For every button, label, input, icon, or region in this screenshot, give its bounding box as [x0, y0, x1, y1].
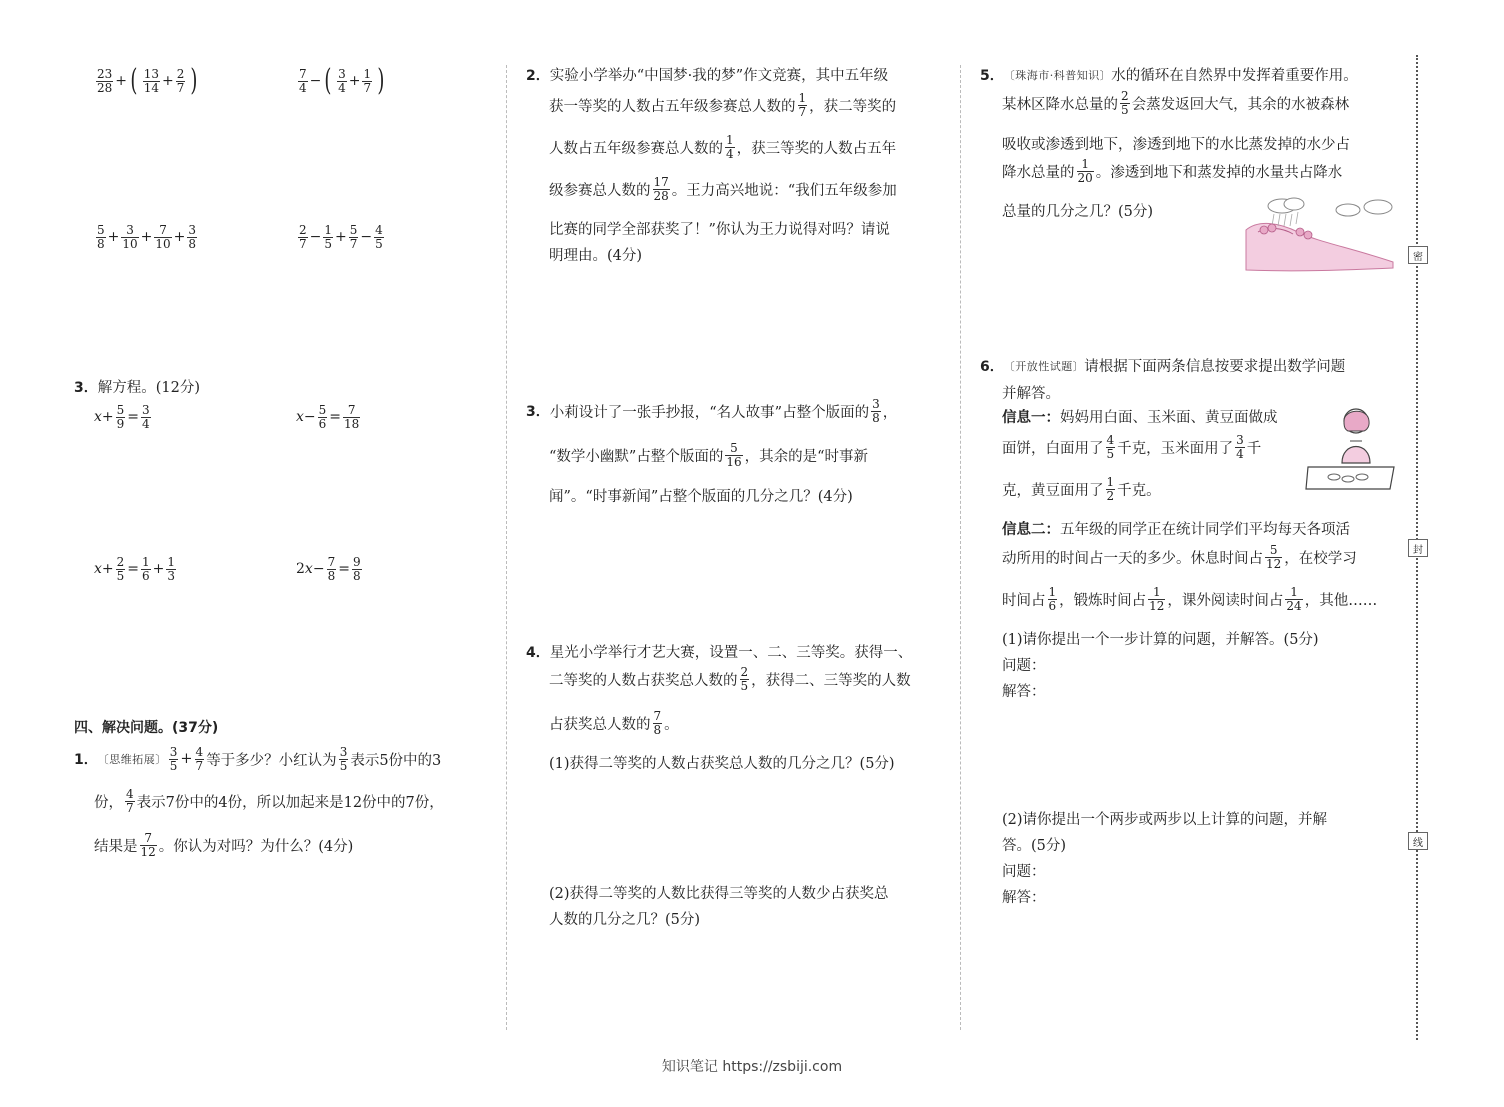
column-divider-1 — [506, 65, 507, 1030]
q1-line-1: 1． 〔思维拓展〕 $\frac{3}{5}$ + $\frac{4}{7}$ 等于多少？小红认为 $\frac{3}{5}$ 表示5份中的3 — [74, 745, 442, 773]
q3-line-3: 闻”。“时事新闻”占整个版面的几分之几？(4分) — [549, 489, 853, 505]
q4-sub-2-line-1: (2)获得二等奖的人数比获得三等奖的人数少占获奖总 — [549, 886, 889, 902]
equation-4: 2 x − $\frac{7}{8}$ = $\frac{9}{8}$ — [296, 555, 361, 583]
question-label-1: 问题： — [1002, 658, 1046, 674]
answer-label-2: 解答： — [1002, 890, 1046, 906]
q3-heading: 3． 解方程。(12分) — [74, 379, 201, 396]
q5-line-1: 5． 〔珠海市·科普知识〕 水的循环在自然界中发挥着重要作用。 — [980, 67, 1358, 84]
info-1-line-1: 信息一： 妈妈用白面、玉米面、黄豆面做成 — [1002, 410, 1278, 426]
q6-sub-1: (1)请你提出一个一步计算的问题，并解答。(5分) — [1002, 632, 1319, 648]
q2-line-1: 2． 实验小学举办“中国梦·我的梦”作文竞赛，其中五年级 — [526, 67, 889, 84]
q3-line-2: “数学小幽默”占整个版面的 $\frac{5}{16}$ ，其余的是“时事新 — [549, 441, 869, 469]
equation-3: x + $\frac{2}{5}$ = $\frac{1}{6}$ + $\frac{1}{3}$ — [94, 555, 176, 583]
expression-4: $\frac{2}{7}$ − $\frac{1}{5}$ + $\frac{5}{7}$ − $\frac{4}{5}$ — [299, 223, 383, 251]
q1-line-2: 份， $\frac{4}{7}$ 表示7份中的4份，所以加起来是12份中的7份， — [94, 787, 444, 815]
q2-line-2: 获一等奖的人数占五年级参赛总人数的 $\frac{1}{7}$ ，获二等奖的 — [549, 91, 897, 119]
info-1-line-3: 克，黄豆面用了 $\frac{1}{2}$ 千克。 — [1002, 475, 1161, 503]
q6-sub-2-line-1: (2)请你提出一个两步或两步以上计算的问题，并解 — [1002, 812, 1328, 828]
q3-line-1: 3． 小莉设计了一张手抄报，“名人故事”占整个版面的 $\frac{3}{8}$ ， — [526, 397, 898, 425]
expression-3: $\frac{5}{8}$ + $\frac{3}{10}$ + $\frac{7}{10}$ + $\frac{3}{8}$ — [97, 223, 197, 251]
expression-2: $\frac{7}{4}$ − ( $\frac{3}{4}$ + $\frac{1}{7}$ ) — [299, 63, 385, 98]
binding-mark-2: 封 — [1408, 539, 1428, 557]
water-cycle-illustration — [1238, 192, 1398, 274]
q6-line-1: 6． 〔开放性试题〕 请根据下面两条信息按要求提出数学问题 — [980, 358, 1346, 375]
q1-line-3: 结果是 $\frac{7}{12}$ 。你认为对吗？为什么？(4分) — [94, 831, 354, 859]
q4-sub-2-line-2: 人数的几分之几？(5分) — [549, 912, 701, 928]
info-2-line-1: 信息二： 五年级的同学正在统计同学们平均每天各项活 — [1002, 522, 1350, 538]
section-4-title: 四、解决问题。(37分) — [74, 720, 219, 736]
info-2-line-2: 动所用的时间占一天的多少。休息时间占 $\frac{5}{12}$ ，在校学习 — [1002, 543, 1357, 571]
binding-mark-1: 密 — [1408, 246, 1428, 264]
info-2-line-3: 时间占 $\frac{1}{6}$ ，锻炼时间占 $\frac{1}{12}$ ，课外阅读时间占 $\frac{1}{24}$ ，其他…… — [1002, 585, 1378, 613]
q4-line-3: 占获奖总人数的 $\frac{7}{8}$ 。 — [549, 709, 679, 737]
q5-line-2: 某林区降水总量的 $\frac{2}{5}$ 会蒸发返回大气，其余的水被森林 — [1002, 89, 1350, 117]
q5-line-5: 总量的几分之几？(5分) — [1002, 204, 1154, 220]
q2-line-3: 人数占五年级参赛总人数的 $\frac{1}{4}$ ，获三等奖的人数占五年 — [549, 133, 897, 161]
binding-mark-3: 线 — [1408, 832, 1428, 850]
q5-line-3: 吸收或渗透到地下，渗透到地下的水比蒸发掉的水少占 — [1002, 137, 1350, 153]
answer-label-1: 解答： — [1002, 684, 1046, 700]
footer-watermark: 知识笔记 https://zsbiji.com — [661, 1059, 843, 1075]
q4-sub-1: (1)获得二等奖的人数占获奖总人数的几分之几？(5分) — [549, 756, 895, 772]
equation-2: x − $\frac{5}{6}$ = $\frac{7}{18}$ — [296, 403, 360, 431]
q2-line-5: 比赛的同学全部获奖了！”你认为王力说得对吗？请说 — [549, 222, 890, 238]
cooking-woman-illustration — [1304, 405, 1396, 495]
column-divider-2 — [960, 65, 961, 1030]
q4-line-1: 4． 星光小学举行才艺大赛，设置一、二、三等奖。获得一、 — [526, 644, 913, 661]
q6-sub-2-line-2: 答。(5分) — [1002, 838, 1067, 854]
q5-line-4: 降水总量的 $\frac{1}{20}$ 。渗透到地下和蒸发掉的水量共占降水 — [1002, 157, 1343, 185]
equation-1: x + $\frac{5}{9}$ = $\frac{3}{4}$ — [94, 403, 150, 431]
info-1-line-2: 面饼，白面用了 $\frac{4}{5}$ 千克，玉米面用了 $\frac{3}{4}$ 千 — [1002, 433, 1262, 461]
q2-line-4: 级参赛总人数的 $\frac{17}{28}$ 。王力高兴地说：“我们五年级参加 — [549, 175, 897, 203]
q6-line-2: 并解答。 — [1002, 386, 1060, 402]
q4-line-2: 二等奖的人数占获奖总人数的 $\frac{2}{5}$ ，获得二、三等奖的人数 — [549, 665, 911, 693]
expression-1: $\frac{23}{28}$ + ( $\frac{13}{14}$ + $\frac{2}{7}$ ) — [97, 63, 198, 98]
question-label-2: 问题： — [1002, 864, 1046, 880]
q2-line-6: 明理由。(4分) — [549, 248, 643, 264]
